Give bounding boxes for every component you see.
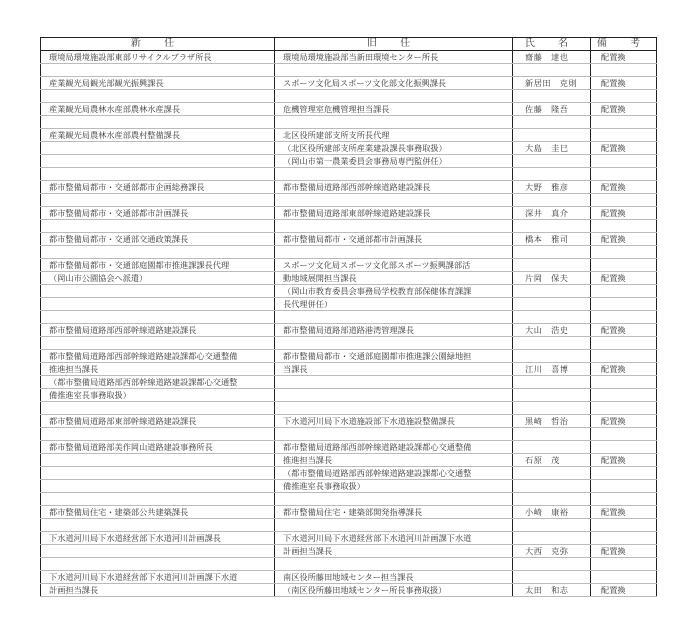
personnel-table xyxy=(40,37,657,597)
old-post-cell: 都市整備局道路部東部幹線道路建設課長 xyxy=(275,207,513,220)
new-post-cell xyxy=(41,194,275,207)
spacer-row xyxy=(41,402,657,415)
note-cell xyxy=(591,532,657,545)
spacer-row xyxy=(41,90,657,103)
new-post-cell: 都市整備局住宅・建築部公共建築課長 xyxy=(41,506,275,519)
note-cell xyxy=(591,259,657,272)
spacer-row xyxy=(41,493,657,506)
old-post-cell: 南区役所藤田地域センター担当課長 xyxy=(275,571,513,584)
name-cell xyxy=(513,337,591,350)
header-note: 備 考 xyxy=(591,38,657,51)
new-post-cell: 産業観光局観光部観光振興課長 xyxy=(41,77,275,90)
new-post-cell xyxy=(41,519,275,532)
new-post-cell: 推進担当課長 xyxy=(41,363,275,376)
name-cell: 片岡 保夫 xyxy=(513,272,591,285)
name-cell xyxy=(513,441,591,454)
spacer-row xyxy=(41,428,657,441)
spacer-row xyxy=(41,558,657,571)
name-cell: 佐藤 隆吾 xyxy=(513,103,591,116)
note-cell xyxy=(591,90,657,103)
table-row xyxy=(41,298,657,311)
name-cell: 小崎 康裕 xyxy=(513,506,591,519)
table-row xyxy=(41,363,657,376)
spacer-row xyxy=(41,194,657,207)
name-cell: 江川 喜博 xyxy=(513,363,591,376)
name-cell xyxy=(513,519,591,532)
note-cell xyxy=(591,246,657,259)
new-post-cell xyxy=(41,428,275,441)
new-post-cell xyxy=(41,155,275,168)
table-row xyxy=(41,480,657,493)
name-cell xyxy=(513,259,591,272)
spacer-row xyxy=(41,519,657,532)
old-post-cell: 都市整備局都市・交通部都市計画課長 xyxy=(275,233,513,246)
name-cell xyxy=(513,246,591,259)
note-cell: 配置換 xyxy=(591,506,657,519)
note-cell xyxy=(591,311,657,324)
name-cell xyxy=(513,220,591,233)
new-post-cell xyxy=(41,285,275,298)
note-cell: 配置換 xyxy=(591,77,657,90)
new-post-cell: 都市整備局道路部西部幹線道路建設課都心交通整備 xyxy=(41,350,275,363)
table-row xyxy=(41,272,657,285)
table-row xyxy=(41,233,657,246)
table-row xyxy=(41,181,657,194)
new-post-cell xyxy=(41,480,275,493)
old-post-cell: （南区役所藤田地域センター所長事務取扱） xyxy=(275,584,513,597)
name-cell xyxy=(513,532,591,545)
spacer-row xyxy=(41,168,657,181)
note-cell xyxy=(591,116,657,129)
new-post-cell xyxy=(41,142,275,155)
name-cell: 大島 圭巳 xyxy=(513,142,591,155)
table-row xyxy=(41,467,657,480)
spacer-row xyxy=(41,311,657,324)
name-cell: 大山 浩史 xyxy=(513,324,591,337)
name-cell xyxy=(513,480,591,493)
note-cell xyxy=(591,194,657,207)
old-post-cell: スポーツ文化局スポーツ文化部スポーツ振興課部活 xyxy=(275,259,513,272)
note-cell xyxy=(591,220,657,233)
name-cell xyxy=(513,467,591,480)
name-cell: 大野 雅彦 xyxy=(513,181,591,194)
old-post-cell: 備推進室長事務取扱） xyxy=(275,480,513,493)
old-post-cell xyxy=(275,246,513,259)
old-post-cell xyxy=(275,428,513,441)
table-row xyxy=(41,259,657,272)
new-post-cell xyxy=(41,220,275,233)
name-cell xyxy=(513,64,591,77)
old-post-cell xyxy=(275,90,513,103)
note-cell xyxy=(591,155,657,168)
new-post-cell xyxy=(41,64,275,77)
new-post-cell xyxy=(41,168,275,181)
new-post-cell: 産業観光局農林水産部農林水産課長 xyxy=(41,103,275,116)
old-post-cell: 当課長 xyxy=(275,363,513,376)
old-post-cell: 下水道河川局下水道経営部下水道河川計画課下水道 xyxy=(275,532,513,545)
new-post-cell xyxy=(41,90,275,103)
old-post-cell: 危機管理室危機管理担当課長 xyxy=(275,103,513,116)
name-cell xyxy=(513,376,591,389)
old-post-cell xyxy=(275,402,513,415)
old-post-cell: 推進担当課長 xyxy=(275,454,513,467)
table-row xyxy=(41,77,657,90)
note-cell xyxy=(591,168,657,181)
new-post-cell xyxy=(41,337,275,350)
old-post-cell xyxy=(275,389,513,402)
table-row xyxy=(41,415,657,428)
table-row xyxy=(41,441,657,454)
new-post-cell xyxy=(41,467,275,480)
name-cell xyxy=(513,571,591,584)
note-cell xyxy=(591,402,657,415)
note-cell: 配置換 xyxy=(591,454,657,467)
new-post-cell xyxy=(41,116,275,129)
table-row xyxy=(41,207,657,220)
name-cell: 黒崎 哲治 xyxy=(513,415,591,428)
name-cell xyxy=(513,298,591,311)
note-cell xyxy=(591,337,657,350)
old-post-cell xyxy=(275,519,513,532)
table-row xyxy=(41,155,657,168)
old-post-cell: 環境局環境施設部当新田環境センター所長 xyxy=(275,51,513,64)
note-cell: 配置換 xyxy=(591,584,657,597)
old-post-cell xyxy=(275,493,513,506)
note-cell xyxy=(591,129,657,142)
old-post-cell: （岡山市教育委員会事務局学校教育部保健体育課課 xyxy=(275,285,513,298)
name-cell: 大西 克弥 xyxy=(513,545,591,558)
note-cell xyxy=(591,558,657,571)
new-post-cell xyxy=(41,493,275,506)
old-post-cell xyxy=(275,64,513,77)
new-post-cell: 都市整備局都市・交通部都市計画課長 xyxy=(41,207,275,220)
name-cell: 齋藤 達也 xyxy=(513,51,591,64)
name-cell xyxy=(513,402,591,415)
new-post-cell: 都市整備局都市・交通部都市企画総務課長 xyxy=(41,181,275,194)
name-cell xyxy=(513,90,591,103)
new-post-cell xyxy=(41,402,275,415)
table-row xyxy=(41,129,657,142)
header-new-post: 新 任 xyxy=(41,38,275,51)
note-cell xyxy=(591,480,657,493)
old-post-cell xyxy=(275,558,513,571)
old-post-cell xyxy=(275,376,513,389)
new-post-cell: 都市整備局道路部美作岡山道路建設事務所長 xyxy=(41,441,275,454)
name-cell xyxy=(513,558,591,571)
table-body xyxy=(41,51,657,597)
table-row xyxy=(41,324,657,337)
spacer-row xyxy=(41,337,657,350)
old-post-cell: 長代理併任） xyxy=(275,298,513,311)
note-cell: 配置換 xyxy=(591,363,657,376)
name-cell xyxy=(513,493,591,506)
old-post-cell xyxy=(275,311,513,324)
table-row xyxy=(41,506,657,519)
old-post-cell: 下水道河川局下水道施設部下水道施設整備課長 xyxy=(275,415,513,428)
old-post-cell: （都市整備局道路部西部幹線道路建設課都心交通整 xyxy=(275,467,513,480)
old-post-cell: 都市整備局都市・交通部庭園都市推進課公園緑地担 xyxy=(275,350,513,363)
note-cell: 配置換 xyxy=(591,324,657,337)
note-cell: 配置換 xyxy=(591,51,657,64)
name-cell: 太田 和志 xyxy=(513,584,591,597)
name-cell xyxy=(513,428,591,441)
new-post-cell xyxy=(41,298,275,311)
name-cell: 新居田 克則 xyxy=(513,77,591,90)
table-row xyxy=(41,545,657,558)
new-post-cell xyxy=(41,454,275,467)
new-post-cell xyxy=(41,311,275,324)
old-post-cell: 都市整備局住宅・建築部開発指導課長 xyxy=(275,506,513,519)
old-post-cell: 都市整備局道路部西部幹線道路建設課都心交通整備 xyxy=(275,441,513,454)
old-post-cell: 都市整備局道路部西部幹線道路建設課長 xyxy=(275,181,513,194)
table-row xyxy=(41,285,657,298)
old-post-cell xyxy=(275,337,513,350)
name-cell xyxy=(513,285,591,298)
note-cell xyxy=(591,64,657,77)
old-post-cell: 北区役所建部支所支所長代理 xyxy=(275,129,513,142)
note-cell xyxy=(591,493,657,506)
note-cell xyxy=(591,350,657,363)
new-post-cell: 都市整備局都市・交通部交通政策課長 xyxy=(41,233,275,246)
new-post-cell: 都市整備局都市・交通部庭園都市推進課課長代理 xyxy=(41,259,275,272)
table-row xyxy=(41,350,657,363)
note-cell xyxy=(591,571,657,584)
old-post-cell xyxy=(275,220,513,233)
new-post-cell: （都市整備局道路部西部幹線道路建設課都心交通整 xyxy=(41,376,275,389)
table-row xyxy=(41,532,657,545)
new-post-cell xyxy=(41,246,275,259)
spacer-row xyxy=(41,64,657,77)
new-post-cell: 都市整備局道路部東部幹線道路建設課長 xyxy=(41,415,275,428)
name-cell xyxy=(513,194,591,207)
spacer-row xyxy=(41,246,657,259)
table-row xyxy=(41,376,657,389)
name-cell xyxy=(513,389,591,402)
header-old-post: 旧 任 xyxy=(275,38,513,51)
note-cell: 配置換 xyxy=(591,233,657,246)
table-row xyxy=(41,103,657,116)
old-post-cell: （岡山市第一農業委員会事務局専門監併任） xyxy=(275,155,513,168)
name-cell xyxy=(513,129,591,142)
table-row xyxy=(41,51,657,64)
name-cell: 橋本 雅司 xyxy=(513,233,591,246)
note-cell: 配置換 xyxy=(591,142,657,155)
new-post-cell xyxy=(41,545,275,558)
table-row xyxy=(41,571,657,584)
old-post-cell: 計画担当課長 xyxy=(275,545,513,558)
note-cell xyxy=(591,519,657,532)
note-cell: 配置換 xyxy=(591,181,657,194)
name-cell xyxy=(513,350,591,363)
name-cell xyxy=(513,116,591,129)
note-cell xyxy=(591,441,657,454)
new-post-cell: 環境局環境施設部東部リサイクルプラザ所長 xyxy=(41,51,275,64)
new-post-cell: 備推進室長事務取扱） xyxy=(41,389,275,402)
name-cell: 石原 茂 xyxy=(513,454,591,467)
header-row xyxy=(41,38,657,51)
old-post-cell: 都市整備局道路部道路港湾管理課長 xyxy=(275,324,513,337)
table-row xyxy=(41,142,657,155)
note-cell xyxy=(591,428,657,441)
name-cell xyxy=(513,155,591,168)
old-post-cell xyxy=(275,194,513,207)
note-cell: 配置換 xyxy=(591,415,657,428)
note-cell xyxy=(591,389,657,402)
old-post-cell: （北区役所建部支所産業建設課長事務取扱） xyxy=(275,142,513,155)
new-post-cell: 計画担当課長 xyxy=(41,584,275,597)
new-post-cell: 下水道河川局下水道経営部下水道河川計画課下水道 xyxy=(41,571,275,584)
note-cell xyxy=(591,467,657,480)
name-cell xyxy=(513,168,591,181)
old-post-cell: 動地域展開担当課長 xyxy=(275,272,513,285)
name-cell: 深井 真介 xyxy=(513,207,591,220)
note-cell xyxy=(591,298,657,311)
note-cell: 配置換 xyxy=(591,207,657,220)
table-row xyxy=(41,454,657,467)
new-post-cell: 産業観光局農林水産部農村整備課長 xyxy=(41,129,275,142)
table-row xyxy=(41,389,657,402)
note-cell xyxy=(591,376,657,389)
note-cell xyxy=(591,285,657,298)
spacer-row xyxy=(41,116,657,129)
spacer-row xyxy=(41,220,657,233)
note-cell: 配置換 xyxy=(591,545,657,558)
old-post-cell xyxy=(275,168,513,181)
name-cell xyxy=(513,311,591,324)
note-cell: 配置換 xyxy=(591,103,657,116)
new-post-cell: 下水道河川局下水道経営部下水道河川計画課長 xyxy=(41,532,275,545)
new-post-cell: 都市整備局道路部西部幹線道路建設課長 xyxy=(41,324,275,337)
note-cell: 配置換 xyxy=(591,272,657,285)
header-name: 氏 名 xyxy=(513,38,591,51)
table-row xyxy=(41,584,657,597)
old-post-cell xyxy=(275,116,513,129)
new-post-cell: （岡山市公園協会へ派遣） xyxy=(41,272,275,285)
new-post-cell xyxy=(41,558,275,571)
old-post-cell: スポーツ文化局スポーツ文化部文化振興課長 xyxy=(275,77,513,90)
